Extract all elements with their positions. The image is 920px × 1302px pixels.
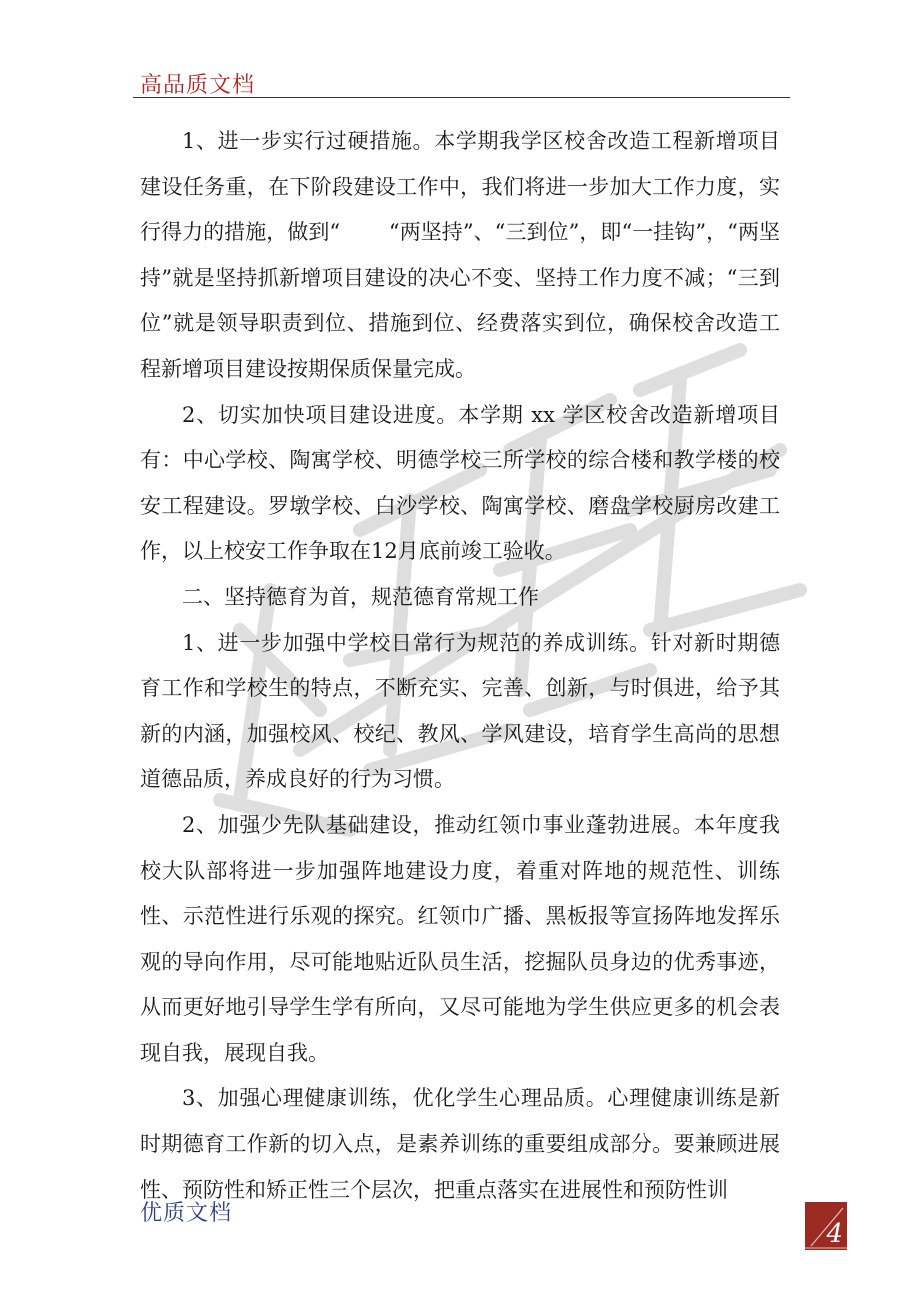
paragraph-4: 2、加强少先队基础建设，推动红领巾事业蓬勃进展。本年度我校大队部将进一步加强阵地建设力度，着重对阵地的规范性、训练性、示范性进行乐观的探究。红领巾广播、黑板报等宣扬阵地发挥乐观的导向作用，尽可能地贴近队员生活，挖掘队员身边的优秀事迹，从而更好地引导学生学有所向，又尽可能地为学生供应更多的机会表现自我，展现自我。 [140,812,780,1065]
header-title: 高品质文档 [140,73,256,98]
section-heading: 二、坚持德育为首，规范德育常规工作 [182,584,539,609]
paragraph-2: 2、切实加快项目建设进度。本学期 xx 学区校舍改造新增项目有：中心学校、陶寓学校、明德学校三所学校的综合楼和教学楼的校安工程建设。罗墩学校、白沙学校、陶寓学校、磨盘学校厨房改建工作，以上校安工作争取在12月底前竣工验收。 [140,402,780,564]
footer-title: 优质文档 [140,1201,233,1226]
page-number: 4 [826,1219,843,1249]
document-body [140,119,780,1213]
paragraph-5: 3、加强心理健康训练，优化学生心理品质。心理健康训练是新时期德育工作新的切入点，是素养训练的重要组成部分。要兼顾进展性、预防性和矫正性三个层次，把重点落实在进展性和预防性训 [140,1086,780,1202]
paragraph-1: 1、进一步实行过硬措施。本学期我学区校舍改造工程新增项目建设任务重，在下阶段建设工作中，我们将进一步加大工作力度，实行得力的措施，做到“ “两坚持”、“三到位”，即“一挂钩”，“两坚持”就是坚持抓新增项目建设的决心不变、坚持工作力度不减；“三到位”就是领导职责到位、措施到位、经费落实到位，确保校舍改造工程新增项目建设按期保质保量完成。 [140,129,780,381]
header-divider [133,97,790,98]
paragraph-3: 1、进一步加强中学校日常行为规范的养成训练。针对新时期德育工作和学校生的特点，不断充实、完善、创新，与时俱进，给予其新的内涵，加强校风、校纪、教风、学风建设，培育学生高尚的思想道德品质，养成良好的行为习惯。 [140,630,780,792]
page-number-badge [805,1202,847,1250]
